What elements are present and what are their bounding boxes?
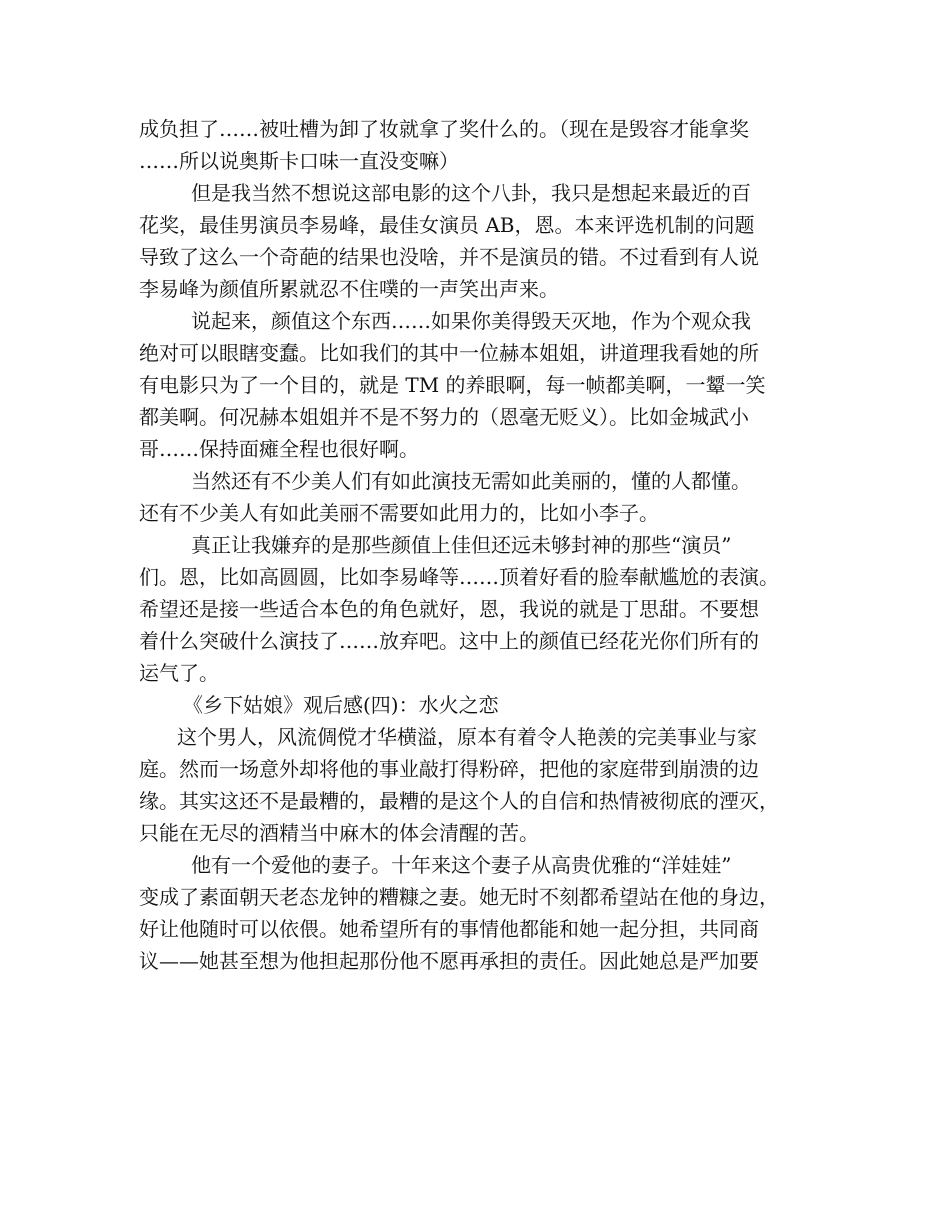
text-line: 只能在无尽的酒精当中麻木的体会清醒的苦。 [139, 821, 539, 845]
text-line: 都美啊。何况赫本姐姐并不是不努力的（恩毫无贬义）。比如金城武小 [139, 405, 749, 429]
text-line: 哥……保持面瘫全程也很好啊。 [139, 437, 419, 461]
paragraph-start-line: 但是我当然不想说这部电影的这个八卦，我只是想起来最近的百 [191, 181, 751, 205]
text-line: 还有不少美人有如此美丽不需要如此用力的，比如小李子。 [139, 501, 659, 525]
section-heading: 《乡下姑娘》观后感(四)：水火之恋 [183, 693, 499, 717]
paragraph-start-line: 这个男人，风流倜傥才华横溢，原本有着令人艳羡的完美事业与家 [177, 725, 757, 749]
text-line: 运气了。 [139, 661, 219, 685]
text-line: 议——她甚至想为他担起那份他不愿再承担的责任。因此她总是严加要 [139, 949, 759, 973]
text-line: 李易峰为颜值所累就忍不住噗的一声笑出声来。 [139, 277, 559, 301]
text-line: 缘。其实这还不是最糟的，最糟的是这个人的自信和热情被彻底的湮灭， [139, 789, 779, 813]
text-line: 庭。然而一场意外却将他的事业敲打得粉碎，把他的家庭带到崩溃的边 [139, 757, 759, 781]
text-line: 花奖，最佳男演员李易峰，最佳女演员 AB，恩。本来评选机制的问题 [139, 213, 755, 237]
text-line: 变成了素面朝天老态龙钟的糟糠之妻。她无时不刻都希望站在他的身边， [139, 885, 779, 909]
paragraph-start-line: 当然还有不少美人们有如此演技无需如此美丽的，懂的人都懂。 [191, 469, 751, 493]
text-line: 有电影只为了一个目的，就是 TM 的养眼啊，每一帧都美啊，一颦一笑 [139, 373, 766, 397]
text-line: ……所以说奥斯卡口味一直没变嘛） [139, 149, 459, 173]
text-line: 导致了这么一个奇葩的结果也没啥，并不是演员的错。不过看到有人说 [139, 245, 759, 269]
text-line: 绝对可以眼瞎变蠢。比如我们的其中一位赫本姐姐，讲道理我看她的所 [139, 341, 759, 365]
text-line: 成负担了……被吐槽为卸了妆就拿了奖什么的。（现在是毁容才能拿奖 [139, 117, 749, 141]
text-line: 希望还是接一些适合本色的角色就好，恩，我说的就是丁思甜。不要想 [139, 597, 759, 621]
paragraph-start-line: 真正让我嫌弃的是那些颜值上佳但还远未够封神的那些“演员” [191, 533, 732, 557]
text-line: 好让他随时可以依偎。她希望所有的事情他都能和她一起分担，共同商 [139, 917, 759, 941]
text-line: 着什么突破什么演技了……放弃吧。这中上的颜值已经花光你们所有的 [139, 629, 759, 653]
body-text [139, 113, 829, 977]
paragraph-start-line: 说起来，颜值这个东西……如果你美得毁天灭地，作为个观众我 [191, 309, 751, 333]
text-line: 们。恩，比如高圆圆，比如李易峰等……顶着好看的脸奉献尴尬的表演。 [139, 565, 779, 589]
paragraph-start-line: 他有一个爱他的妻子。十年来这个妻子从高贵优雅的“洋娃娃” [191, 853, 732, 877]
